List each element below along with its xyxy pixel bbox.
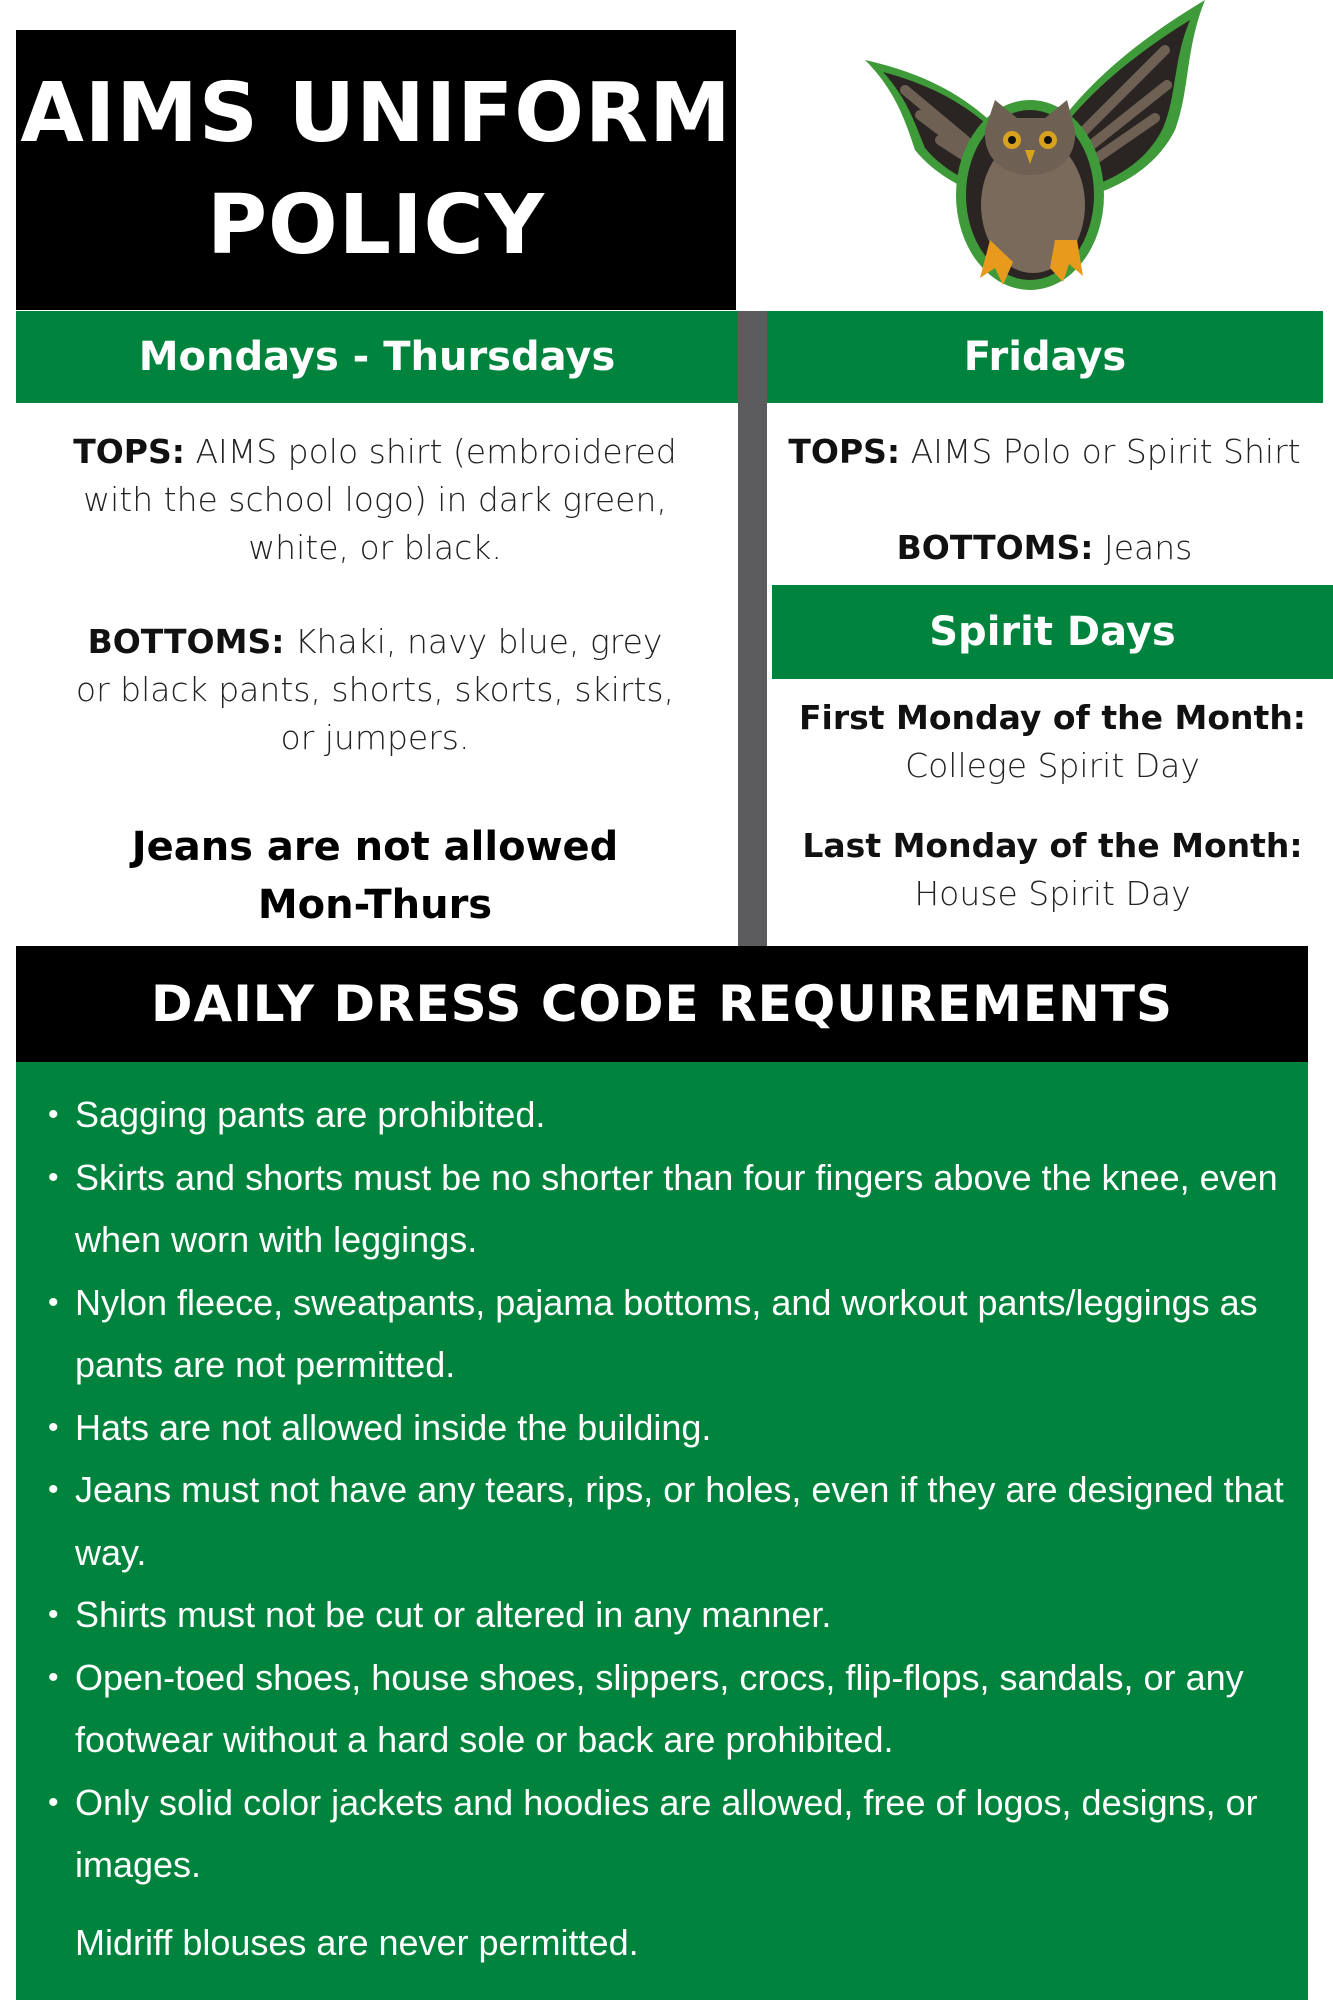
fridays-header-text: Fridays (963, 334, 1127, 380)
spirit-days-header-text: Spirit Days (929, 609, 1176, 655)
spirit-day-item (772, 694, 1333, 790)
mon-thu-header (16, 311, 738, 403)
requirements-header (16, 946, 1308, 1062)
spirit-days-header (772, 585, 1333, 679)
spirit-day-label: Last Monday of the Month: (802, 826, 1303, 865)
jeans-note-line-1: Jeans are not allowed (131, 824, 619, 870)
list-item: • Open-toed shoes, house shoes, slippers, crocs, flip-flops, sandals, or any footwear without a hard sole or back are prohibited. (48, 1647, 1298, 1772)
title-line-2: POLICY (206, 178, 546, 273)
mon-thu-bottoms (70, 618, 680, 762)
list-item: • Shirts must not be cut or altered in any manner. (48, 1584, 1298, 1647)
list-item: • Nylon fleece, sweatpants, pajama bottoms, and workout pants/leggings as pants are not permitted. (48, 1272, 1298, 1397)
fridays-tops-label: TOPS: (788, 432, 901, 471)
jeans-note (60, 818, 690, 934)
requirements-list (48, 1084, 1298, 1897)
bullet-icon: • (48, 1598, 59, 1631)
mon-thu-header-text: Mondays - Thursdays (138, 334, 616, 380)
spirit-day-value: House Spirit Day (914, 874, 1191, 913)
fridays-tops (772, 428, 1317, 476)
title-banner (16, 30, 736, 310)
fridays-bottoms (772, 524, 1317, 572)
mon-thu-bottoms-label: BOTTOMS: (87, 622, 285, 661)
column-divider (738, 311, 767, 946)
bullet-icon: • (48, 1660, 59, 1694)
bullet-icon: • (48, 1098, 59, 1131)
list-item: • Hats are not allowed inside the building. (48, 1397, 1298, 1460)
list-item: • Sagging pants are prohibited. (48, 1084, 1298, 1147)
bullet-icon: • (48, 1410, 59, 1444)
requirements-panel (16, 1062, 1308, 2000)
owl-mascot-icon (845, 0, 1215, 300)
jeans-note-line-2: Mon-Thurs (257, 882, 493, 928)
requirements-extra-line: Midriff blouses are never permitted. (75, 1922, 639, 1963)
bullet-icon: • (48, 1160, 59, 1194)
spirit-day-value: College Spirit Day (905, 746, 1200, 785)
mon-thu-bottoms-text: Khaki, navy blue, grey or black pants, shorts, skorts, skirts, or jumpers. (75, 622, 675, 757)
bullet-icon: • (48, 1285, 59, 1319)
mon-thu-tops-text: AIMS polo shirt (embroidered with the school logo) in dark green, white, or black. (83, 432, 677, 567)
requirements-header-text: DAILY DRESS CODE REQUIREMENTS (151, 975, 1173, 1033)
mon-thu-tops-label: TOPS: (73, 432, 185, 471)
fridays-tops-text: AIMS Polo or Spirit Shirt (910, 432, 1301, 471)
bullet-icon: • (48, 1473, 59, 1506)
list-item: • Only solid color jackets and hoodies are allowed, free of logos, designs, or images. (48, 1772, 1298, 1897)
bullet-icon: • (48, 1785, 59, 1819)
list-item: • Skirts and shorts must be no shorter than four fingers above the knee, even when worn with leggings. (48, 1147, 1298, 1272)
list-item: • Jeans must not have any tears, rips, or holes, even if they are designed that way. (48, 1459, 1298, 1584)
fridays-header (767, 311, 1323, 403)
mon-thu-tops (70, 428, 680, 572)
title-line-1: AIMS UNIFORM (20, 66, 732, 161)
fridays-bottoms-text: Jeans (1103, 528, 1193, 567)
fridays-bottoms-label: BOTTOMS: (896, 528, 1094, 567)
spirit-day-label: First Monday of the Month: (798, 698, 1307, 737)
spirit-day-item (772, 822, 1333, 918)
